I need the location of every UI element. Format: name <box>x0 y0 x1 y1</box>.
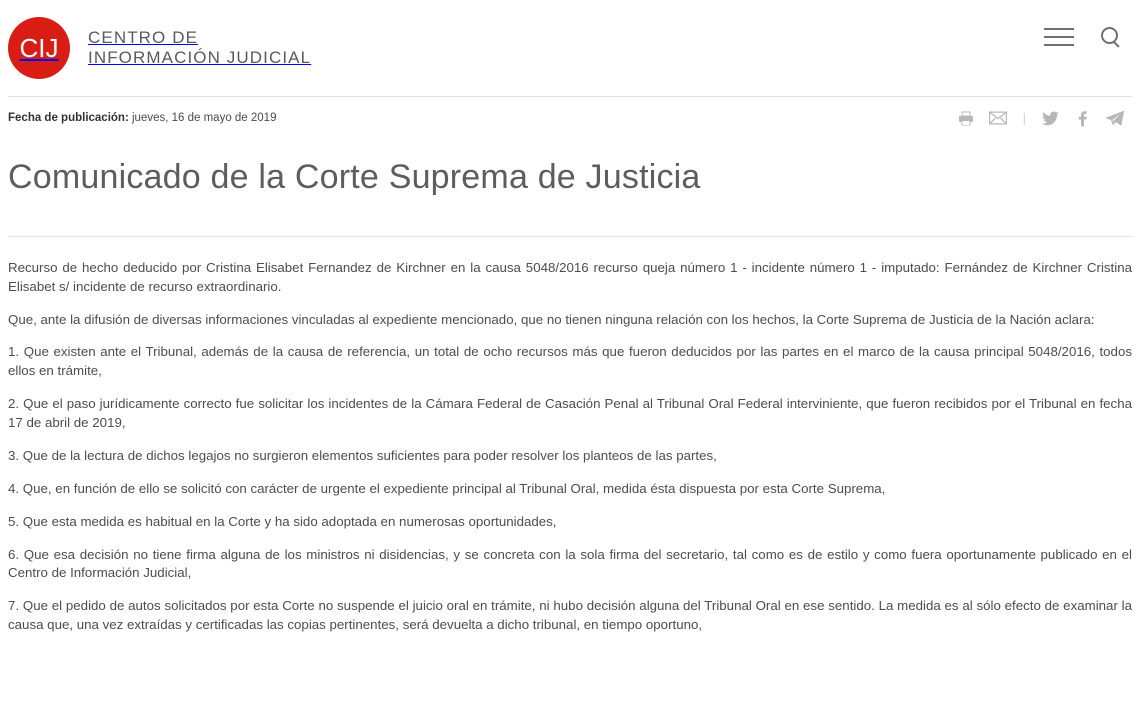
article-paragraph: Que, ante la difusión de diversas informaciones vinculadas al expediente mencionado, que no tienen ninguna relación con los hechos, la Corte Suprema de Justicia de la Nación aclara: <box>8 311 1095 327</box>
hamburger-menu-icon[interactable] <box>1044 28 1074 46</box>
telegram-icon[interactable] <box>1105 110 1124 127</box>
facebook-icon[interactable] <box>1073 110 1092 127</box>
brand-line-2: INFORMACIÓN JUDICIAL <box>88 48 312 67</box>
print-icon[interactable] <box>957 110 976 127</box>
hamburger-bar-3 <box>1044 44 1074 46</box>
page-title: Comunicado de la Corte Suprema de Justicia <box>8 158 701 196</box>
logo-text: CIJ <box>19 32 59 63</box>
hamburger-bar-1 <box>1044 28 1074 30</box>
search-icon[interactable] <box>1100 26 1122 48</box>
cij-logo-icon <box>8 17 70 79</box>
article-paragraph: 1. Que existen ante el Tribunal, además de la causa de referencia, un total de ocho recursos más que fueron deducidos por las partes en el marco de la causa principal 5048/2016, todos ellos en trámite, <box>8 344 1132 379</box>
article-meta-bar <box>8 97 1132 139</box>
article-paragraph: 4. Que, en función de ello se solicitó con carácter de urgente el expediente principal al Tribunal Oral, medida ésta dispuesta por esta Corte Suprema, <box>8 480 886 496</box>
hamburger-bar-2 <box>1044 36 1074 38</box>
article-paragraph: 5. Que esta medida es habitual en la Corte y ha sido adoptada en numerosas oportunidades, <box>8 513 557 529</box>
twitter-icon[interactable] <box>1041 110 1060 127</box>
site-header <box>0 0 1140 96</box>
publication-date <box>8 112 276 124</box>
article-paragraph: Recurso de hecho deducido por Cristina Elisabet Fernandez de Kirchner en la causa 5048/2016 recurso queja número 1 - incidente número 1 - imputado: Fernández de Kirchner Cristina Elisabet s/ incidente de recurso extraordinario. <box>8 259 1132 294</box>
article-paragraph: 3. Que de la lectura de dichos legajos no surgieron elementos suficientes para poder resolver los planteos de las partes, <box>8 447 717 463</box>
article-paragraph: 7. Que el pedido de autos solicitados por esta Corte no suspende el juicio oral en trámite, ni hubo decisión alguna del Tribunal Oral en ese sentido. La medida es al sólo efecto de examinar la causa que, una vez extraídas y certificadas las copias pertinentes, será devuelta a dicho tribunal, en tiempo oportuno, <box>8 598 1132 633</box>
brand-line-1: CENTRO DE <box>88 27 199 47</box>
title-divider <box>8 236 1132 237</box>
article-paragraph: 2. Que el paso jurídicamente correcto fue solicitar los incidentes de la Cámara Federal de Casación Penal al Tribunal Oral Federal interviniente, que fueron recibidos por el Tribunal en fecha 17 de abril de 2019, <box>8 396 1132 431</box>
site-logo-link[interactable] <box>8 17 311 79</box>
publication-date-value: jueves, 16 de mayo de 2019 <box>131 112 277 124</box>
email-icon[interactable] <box>989 110 1008 127</box>
article-paragraph: 6. Que esa decisión no tiene firma alguna de los ministros ni disidencias, y se concreta con la sola firma del secretario, tal como es de estilo y como fuera oportunamente publicado en el Centro de Información Judicial, <box>8 546 1132 581</box>
share-divider: | <box>1022 110 1026 126</box>
article-body <box>8 259 1132 635</box>
header-actions <box>1044 26 1122 48</box>
publication-date-label: Fecha de publicación: <box>8 112 129 124</box>
brand-title <box>88 28 311 68</box>
share-tools <box>957 110 1124 127</box>
